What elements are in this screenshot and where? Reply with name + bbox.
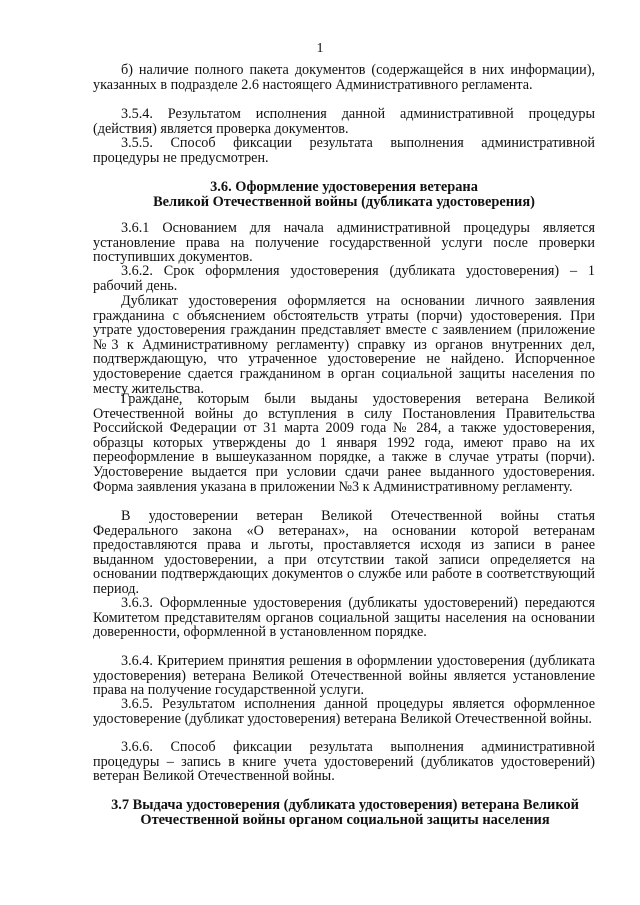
paragraph-duplicate: Дубликат удостоверения оформляется на основании личного заявления гражданина с объяснением обстоятельств утраты (порчи) удостоверения. При утрате удостоверения гражданин представляет вместе с заявлением (приложение №3 к Административному регламенту) справку из органов внутренних дел, подтверждающую, что утраченное удостоверение не найдено. Испорченное удостоверение сдается гражданином в орган социальной защиты населения по месту жительства. — [93, 293, 595, 397]
paragraph-3-6-6: 3.6.6. Способ фиксации результата выполнения административной процедуры – запись в книге учета удостоверений (дубликатов удостоверений) ветеран Великой Отечественной войны. — [93, 739, 595, 785]
paragraph-certificate-article: В удостоверении ветеран Великой Отечественной войны статья Федерального закона «О ветеранах», на основании которой ветеранам предоставляются права и льготы, проставляется исходя из записи в ранее выданном удостоверении, а при отсутствии такой записи определяется на основании подтверждающих документов о службе или работе в соответствующий период. — [93, 508, 595, 597]
paragraph-b: б) наличие полного пакета документов (содержащейся в них информации), указанных в подразделе 2.6 настоящего Административного регламента. — [93, 62, 595, 93]
section-3-7-title-line2: Отечественной войны органом социальной защиты населения — [140, 812, 550, 828]
paragraph-3-6-2: 3.6.2. Срок оформления удостоверения (дубликата удостоверения) – 1 рабочий день. — [93, 263, 595, 294]
section-3-7-title-line1: 3.7 Выдача удостоверения (дубликата удостоверения) ветерана Великой — [111, 797, 579, 813]
paragraph-3-5-5: 3.5.5. Способ фиксации результата выполнения административной процедуры не предусмотрен. — [93, 135, 595, 166]
paragraph-3-6-4: 3.6.4. Критерием принятия решения в оформлении удостоверения (дубликата удостоверения) ветерана Великой Отечественной войны является установление права на получение государственной услуги. — [93, 653, 595, 699]
page-number: 1 — [316, 41, 324, 56]
paragraph-3-6-1: 3.6.1 Основанием для начала административной процедуры является установление права на получение государственной услуги после проверки поступивших документов. — [93, 220, 595, 266]
paragraph-citizens: Граждане, которым были выданы удостоверения ветерана Великой Отечественной войны до вступления в силу Постановления Правительства Российской Федерации от 31 марта 2009 года № 284, а также удостоверения, образцы которых утверждены до 1 января 1992 года, имеют право на их переоформление в вышеуказанном порядке, а также в случае утраты (порчи). Удостоверение выдается при условии сдачи ранее выданного удостоверения. Форма заявления указана в приложении №3 к Административному регламенту. — [93, 391, 595, 495]
paragraph-3-6-5: 3.6.5. Результатом исполнения данной процедуры является оформленное удостоверение (дубликат удостоверения) ветерана Великой Отечественной войны. — [93, 696, 595, 727]
section-3-6-title-line1: 3.6. Оформление удостоверения ветерана — [210, 179, 478, 195]
section-3-6-title-line2: Великой Отечественной войны (дубликата удостоверения) — [153, 194, 535, 210]
paragraph-3-6-3: 3.6.3. Оформленные удостоверения (дубликаты удостоверений) передаются Комитетом представителям органов социальной защиты населения на основании доверенности, оформленной в установленном порядке. — [93, 595, 595, 641]
paragraph-3-5-4: 3.5.4. Результатом исполнения данной административной процедуры (действия) является проверка документов. — [93, 106, 595, 137]
